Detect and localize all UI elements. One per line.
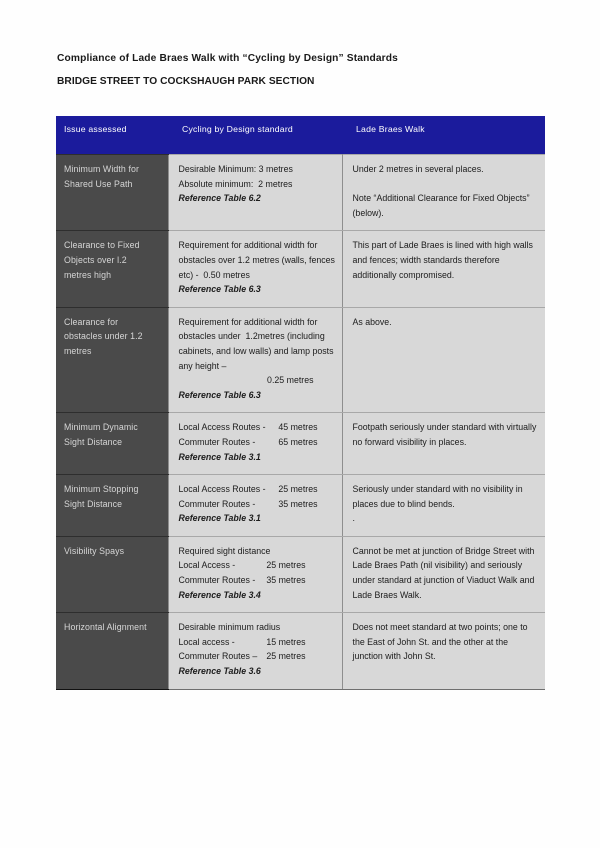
observation-line: Seriously under standard with no visibility in places due to blind bends. [352,484,526,509]
observation-line: Cannot be met at junction of Bridge Street with Lade Braes Path (nil visibility) and seriously under standard at junction of Viaduct Walk and Lade Braes Walk. [352,545,537,600]
standard-reference: Reference Table 3.1 [178,451,261,462]
issue-line: Minimum Dynamic [64,422,138,433]
standard-value-row [179,420,336,435]
cell-observation [342,613,545,689]
column-header-issue-assessed: Issue assessed [56,116,168,155]
cell-observation [342,413,545,475]
observation-line [353,177,538,192]
observation-line: Under 2 metres in several places. [352,164,484,174]
standard-value-label: Commuter Routes - [178,575,256,586]
standard-reference: Reference Table 6.3 [178,389,261,400]
document-header [57,52,557,98]
standard-reference: Reference Table 3.6 [178,666,261,677]
standard-value-label: Local Access Routes - [178,484,266,495]
table-row [56,155,545,231]
standard-value-label: Commuter Routes - [178,498,256,509]
observation-line: Does not meet standard at two points; one to the East of John St. and the other at the junction with John St. [352,622,531,662]
observation-line: . [352,513,355,524]
standard-reference: Reference Table 3.4 [178,589,261,600]
issue-line: metres high [64,269,112,280]
standard-value: 45 metres [278,422,318,433]
compliance-table [56,116,545,690]
standard-value-row [179,573,336,588]
standard-value: 65 metres [278,436,318,447]
issue-line: Shared Use Path [64,178,133,189]
standard-value: 25 metres [266,651,306,662]
table-header-row [56,116,545,155]
cell-issue-assessed [56,475,168,537]
standard-value-label: Local Access Routes - [178,422,266,433]
standard-line: Desirable Minimum: 3 metres [178,164,293,174]
standard-reference: Reference Table 3.1 [178,513,261,524]
cell-issue-assessed [56,413,168,475]
issue-line: Sight Distance [64,436,123,447]
issue-line: metres [64,345,92,356]
issue-line: Visibility Spays [64,545,125,556]
table-row [56,307,545,413]
cell-standard [168,475,342,537]
table-row [56,231,545,307]
observation-line: Footpath seriously under standard with virtually no forward visibility in places. [352,422,539,447]
cell-standard [168,413,342,475]
cell-observation [342,475,545,537]
cell-observation [342,155,545,231]
standard-line: Required sight distance [178,545,271,556]
cell-observation [342,307,545,413]
standard-value-label: Commuter Routes - [178,436,256,447]
issue-line: Clearance for [64,316,119,327]
observation-line: As above. [352,316,392,327]
standard-line: Absolute minimum: 2 metres [178,178,293,189]
issue-line: Minimum Width for [64,164,140,174]
table-row [56,536,545,612]
standard-value: 35 metres [266,575,306,586]
page-subtitle: BRIDGE STREET TO COCKSHAUGH PARK SECTION [57,76,315,87]
standard-value-row [179,497,336,512]
standard-line: Desirable minimum radius [178,622,281,633]
table-row [56,413,545,475]
issue-line: Sight Distance [64,498,123,509]
cell-standard [168,536,342,612]
cell-observation [342,536,545,612]
column-header-cycling-by-design-standard: Cycling by Design standard [168,116,342,155]
standard-line: Requirement for additional width for obstacles over 1.2 metres (walls, fences etc) - 0.50 metres [178,240,338,280]
standard-value-label: Local Access - [178,560,236,571]
page-title: Compliance of Lade Braes Walk with “Cycling by Design” Standards [57,53,398,64]
standard-value-row [179,649,336,664]
issue-line: obstacles under 1.2 [64,331,143,342]
standard-value-label: Local access - [178,636,235,647]
issue-line: Objects over l.2 [64,254,127,265]
table-row [56,613,545,689]
standard-value-row [179,482,336,497]
cell-issue-assessed [56,536,168,612]
column-header-lade-braes-walk: Lade Braes Walk [342,116,545,155]
standard-value: 35 metres [278,498,318,509]
cell-issue-assessed [56,307,168,413]
standard-value: 25 metres [266,560,306,571]
standard-indented-value: 0.25 metres [267,375,314,386]
cell-issue-assessed [56,155,168,231]
cell-standard [168,613,342,689]
cell-standard [168,231,342,307]
cell-issue-assessed [56,613,168,689]
cell-standard [168,307,342,413]
cell-observation [342,231,545,307]
cell-issue-assessed [56,231,168,307]
table-row [56,475,545,537]
standard-value-row [179,635,336,650]
standard-line: Requirement for additional width for obstacles under 1.2metres (including cabinets, and low walls) and lamp posts any height – [178,316,336,371]
observation-line: This part of Lade Braes is lined with high walls and fences; width standards therefore additionally compromised. [352,240,536,280]
observation-line: Note “Additional Clearance for Fixed Objects” (below). [352,193,532,218]
issue-line: Horizontal Alignment [64,622,147,633]
standard-value: 15 metres [266,636,306,647]
standard-reference: Reference Table 6.2 [178,193,261,204]
standard-reference: Reference Table 6.3 [178,284,261,295]
issue-line: Clearance to Fixed [64,240,140,251]
standard-value-row [179,558,336,573]
issue-line: Minimum Stopping [64,484,139,495]
standard-value-row [179,435,336,450]
table-header [56,116,545,155]
cell-standard [168,155,342,231]
table-body [56,155,545,690]
standard-value: 25 metres [278,484,318,495]
standard-value-label: Commuter Routes – [178,651,258,662]
